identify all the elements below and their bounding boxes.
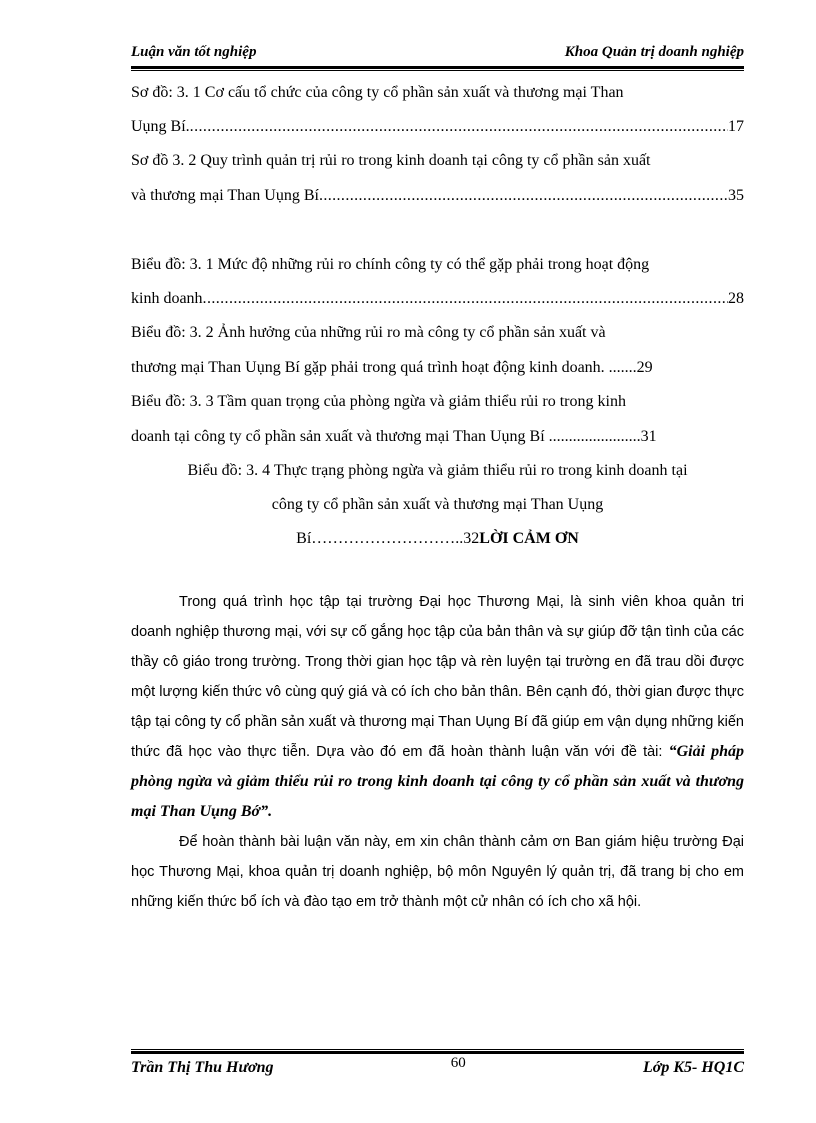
toc-entry-text: và thương mại Than Uụng Bí [131,187,319,204]
toc-entry-text: Uụng Bí. [131,118,190,135]
toc-entry-text: Bí………………………..32 [296,530,480,547]
paragraph-text: Trong quá trình học tập tại trường Đại học Thương Mại, là sinh viên khoa quản tri doanh nghiệp thương mại, với sự cố gắng học tập của bản thân và sự giúp đỡ tận tình của các thầy cô giáo trong trường. Trong thời gian học tập và rèn luyện tại trường en đã trau dồi được một lượng kiến thức vô cùng quý giá và có ích cho bản thân. Bên cạnh đó, thời gian được thực tập tại công ty cổ phần sản xuất và thương mại Than Uụng Bí đã giúp em vận dụng những kiến thức đã học vào thực tiễn. Dựa vào đó em đã hoàn thành luận văn với đề tài: [131,594,744,760]
footer-rule-thick [131,1051,744,1054]
toc-entry-bieu-do-4-line2: công ty cổ phần sản xuất và thương mại Than Uụng [271,496,604,513]
toc-entry-text: kinh doanh [131,290,203,307]
toc-entry-so-do-1-line1: Sơ đồ: 3. 1 Cơ cấu tổ chức của công ty cổ phần sản xuất và thương mại Than [131,84,624,101]
page-header [131,44,744,63]
page-footer [131,1055,744,1077]
toc-entry-so-do-2-line2 [131,179,744,213]
thesis-title: “Giải pháp phòng ngừa và giảm thiểu rủi ro trong kinh doanh tại công ty cổ phần sản xuất và thương mại Than Uụng Bớ”. [131,743,745,820]
toc-page-number: 28 [728,290,744,307]
page-number: 60 [450,1055,466,1071]
toc-entry-bieu-do-1-line1: Biểu đồ: 3. 1 Mức độ những rủi ro chính công ty có thể gặp phải trong hoạt động [131,256,650,273]
toc-entry-bieu-do-4-line1: Biểu đồ: 3. 4 Thực trạng phòng ngừa và giảm thiểu rủi ro trong kinh doanh tại [187,462,688,479]
paragraph: Để hoàn thành bài luận văn này, em xin chân thành cảm ơn Ban giám hiệu trường Đại học Thương Mại, khoa quản trị doanh nghiệp, bộ môn Nguyên lý quản trị, đã trang bị cho em những kiến thức bổ ích và đào tạo em trở thành một cử nhân có ích cho xã hội. [131,834,744,910]
toc-leader-dots [203,282,728,316]
toc-leader-dots [319,179,728,213]
header-left-title: Luận văn tốt nghiệp [131,44,257,60]
acknowledgement-body [131,587,744,917]
toc-entry-bieu-do-2-line2: thương mại Than Uụng Bí gặp phải trong quá trình hoạt động kinh doanh. .......29 [131,359,653,376]
toc-entry-so-do-1-line2 [131,110,744,144]
section-heading: LỜI CẢM ƠN [479,530,579,547]
footer-rule-thin [131,1049,744,1050]
toc-page-number: 35 [728,187,744,204]
footer-author: Trần Thị Thu Hương [131,1059,274,1076]
toc-page-number: 17 [728,118,744,135]
header-rule-thick [131,66,744,69]
toc-entry-bieu-do-3-line1: Biểu đồ: 3. 3 Tầm quan trọng của phòng ngừa và giảm thiểu rủi ro trong kinh [131,393,626,410]
toc-entry-bieu-do-4-line3 [131,522,744,556]
toc-entry-bieu-do-3-line2: doanh tại công ty cổ phần sản xuất và thương mại Than Uụng Bí .......................31 [131,428,657,445]
toc-entry-bieu-do-2-line1: Biểu đồ: 3. 2 Ảnh hưởng của những rủi ro mà công ty cổ phần sản xuất và [131,324,606,341]
header-right-title: Khoa Quản trị doanh nghiệp [564,44,744,60]
header-rule-thin [131,70,744,71]
toc-leader-dots [190,110,728,144]
footer-class: Lớp K5- HQ1C [642,1059,744,1076]
toc-entry-so-do-2-line1: Sơ đồ 3. 2 Quy trình quản trị rủi ro trong kinh doanh tại công ty cổ phần sản xuất [131,152,651,169]
toc-entry-bieu-do-1-line2 [131,282,744,316]
paragraph [131,587,744,827]
